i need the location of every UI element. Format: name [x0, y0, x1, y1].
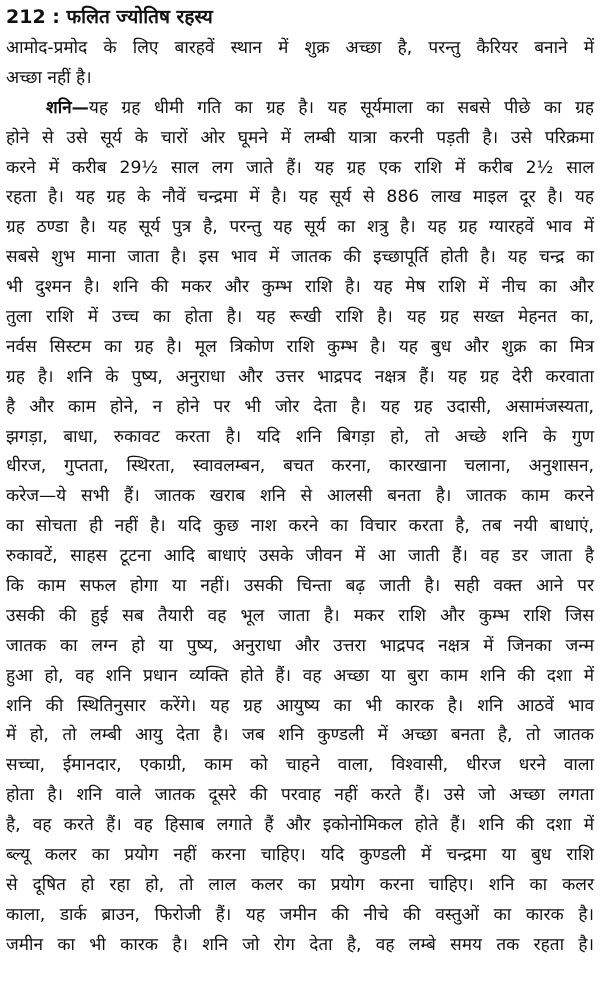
text-line: नर्वस सिस्टम का ग्रह है। मूल त्रिकोण राशि कुम्भ है। यह बुध और शुक्र का मित्र — [6, 336, 594, 357]
text-line: आमोद-प्रमोद के लिए बारहवें स्थान में शुक्र अच्छा है, परन्तु कैरियर बनाने में — [6, 38, 594, 58]
text-line: सच्चा, ईमानदार, एकाग्री, काम को चाहने वाला, विश्वासी, धीरज धरने वाला — [6, 755, 594, 776]
text-line: होने से उसे सूर्य के चारों ओर घूमने में लम्बी यात्रा करनी पड़ती है। उसे परिक्रमा — [6, 127, 594, 148]
text-line: जातक का लग्न हो या पुष्य, अनुराधा और उत्तरा भाद्रपद नक्षत्र में जिनका जन्म — [6, 635, 594, 656]
text-line: में हो, तो लम्बी आयु देता है। जब शनि कुण्डली में अच्छा बनता है, तो जातक — [6, 725, 594, 746]
text-line: अच्छा नहीं है। — [6, 67, 92, 88]
book-title: फलित ज्योतिष रहस्य — [66, 6, 213, 28]
text-line: झगड़ा, बाधा, रुकावट करता है। यदि शनि बिगड़ा हो, तो अच्छे शनि के गुण — [6, 426, 594, 447]
text-line: तुला राशि में उच्च का होता है। यह रूखी राशि है। यह ग्रह सख्त मेहनत का, — [6, 307, 594, 328]
text-line: होता है। शनि वाले जातक दूसरे की परवाह नहीं करते हैं। उसे जो अच्छा लगता — [6, 785, 594, 806]
page-number: 212 — [6, 6, 46, 28]
text-line: भी दुश्मन है। शनि की मकर और कुम्भ राशि है। यह मेष राशि में नीच का और — [6, 277, 594, 298]
text-line: हुआ हो, वह शनि प्रधान व्यक्ति होते हैं। वह अच्छा या बुरा काम शनि की दशा में — [6, 665, 594, 686]
text-line: उसकी की हुई सब तैयारी वह भूल जाता है। मकर राशि और कुम्भ राशि जिस — [6, 605, 594, 626]
text-line: रुकावटें, साहस टूटना आदि बाधाएं उसके जीवन में आ जाती हैं। वह डर जाता है — [6, 546, 594, 567]
text-line: ग्रह है। शनि के पुष्य, अनुराधा और उत्तर भाद्रपद नक्षत्र हैं। यह ग्रह देरी करवाता — [6, 366, 594, 387]
text-line: शनि की स्थितिनुसार करेंगे। यह ग्रह आयुष्य का भी कारक है। शनि आठवें भाव — [6, 695, 594, 716]
text-line: रहता है। यह ग्रह के नौवें चन्द्रमा में है। यह सूर्य से 886 लाख माइल दूर है। यह — [6, 187, 594, 208]
page-header — [6, 0, 594, 34]
section-term: शनि— — [46, 97, 89, 118]
text-line: है और काम होने, न होने पर भी जोर देता है। यह ग्रह उदासी, असामंजस्यता, — [6, 396, 594, 417]
section-first-line-text: यह ग्रह धीमी गति का ग्रह है। यह सूर्यमाला का सबसे पीछे का ग्रह — [88, 97, 594, 118]
text-line: से दूषित हो रहा हो, तो लाल कलर का प्रयोग करना चाहिए। शनि का कलर — [6, 874, 594, 895]
body-text — [6, 34, 594, 961]
text-line: धीरज, गुप्तता, स्थिरता, स्वावलम्बन, बचत करना, कारखाना चलाना, अनुशासन, — [6, 456, 594, 477]
text-line: करेज—ये सभी हैं। जातक खराब शनि से आलसी बनता है। जातक काम करने — [6, 486, 594, 507]
text-line: करने में करीब 29½ साल लग जाते हैं। यह ग्रह एक राशि में करीब 2½ साल — [6, 157, 594, 178]
text-line: ग्रह ठण्डा है। यह सूर्य पुत्र है, परन्तु यह सूर्य का शत्रु है। यह ग्रह ग्यारहवें भाव में — [6, 217, 594, 238]
header-separator: : — [45, 6, 67, 28]
text-line: है, वह करते हैं। वह हिसाब लगाते हैं और इकोनोमिकल होते हैं। शनि की दशा में — [6, 815, 594, 836]
text-line: काला, डार्क ब्राउन, फिरोजी हैं। यह जमीन की नीचे की वस्तुओं का कारक है। — [6, 904, 594, 925]
text-line: ब्ल्यू कलर का प्रयोग नहीं करना चाहिए। यदि कुण्डली में चन्द्रमा या बुध राशि — [6, 845, 594, 866]
section-first-line — [6, 94, 594, 124]
text-line: का सोचता ही नहीं है। यदि कुछ नाश करने का विचार करता है, तब नयी बाधाएं, — [6, 516, 594, 537]
text-line: सबसे शुभ माना जाता है। इस भाव में जातक की इच्छापूर्ति होती है। यह चन्द्र का — [6, 247, 594, 268]
book-page — [6, 0, 594, 999]
text-line: जमीन का भी कारक है। शनि जो रोग देता है, वह लम्बे समय तक रहता है। — [6, 934, 594, 955]
text-line: कि काम सफल होगा या नहीं। उसकी चिन्ता बढ़ जाती है। सही वक्त आने पर — [6, 576, 594, 597]
